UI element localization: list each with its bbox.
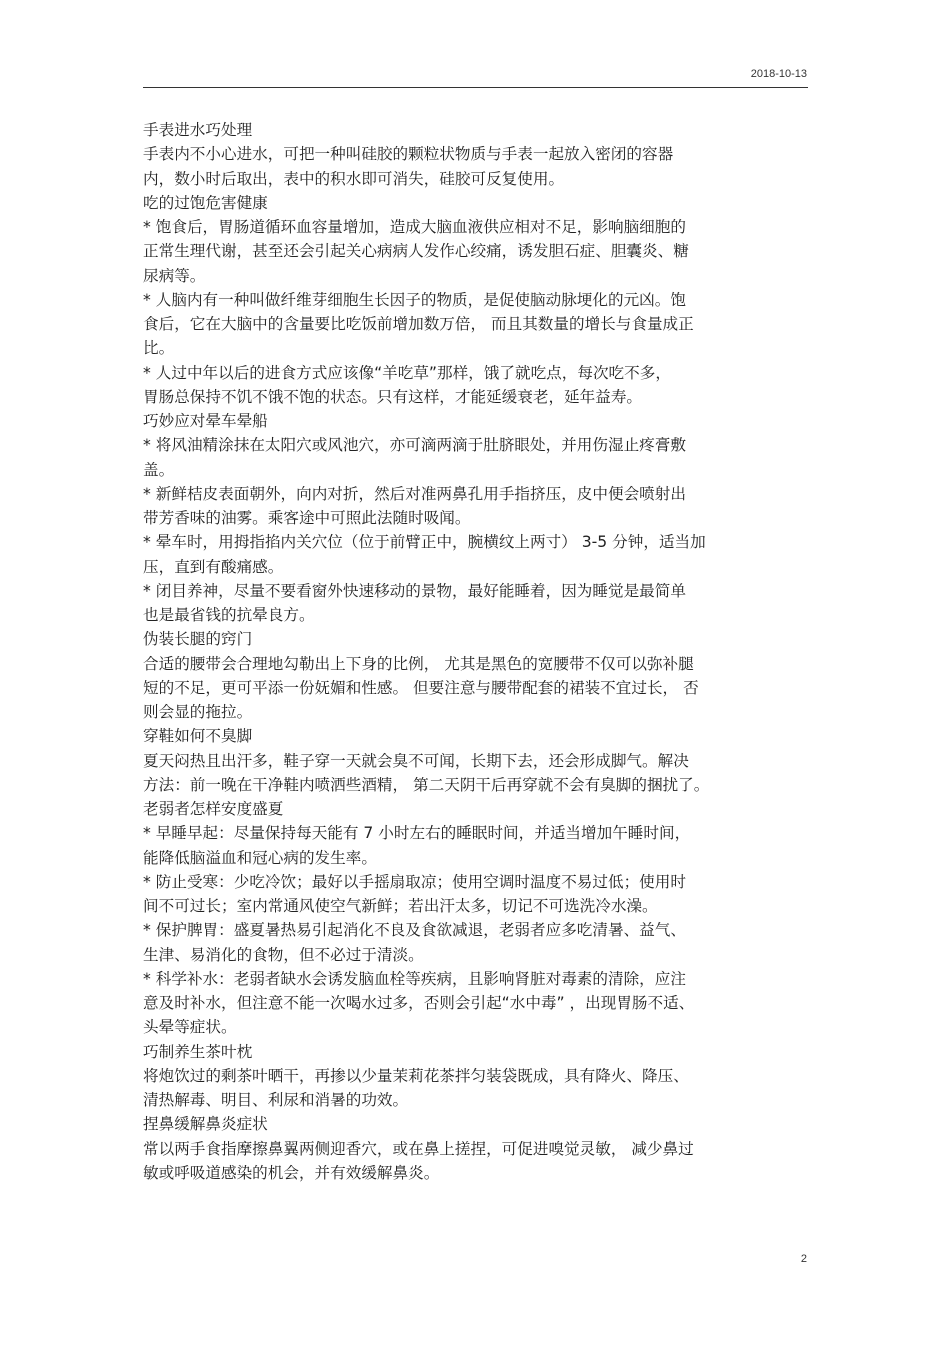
text-line: 能降低脑溢血和冠心病的发生率。: [143, 848, 377, 867]
text-line: 手表内不小心进水，可把一种叫硅胶的颗粒状物质与手表一起放入密闭的容器: [143, 145, 674, 164]
text-line: * 将风油精涂抹在太阳穴或风池穴，亦可滴两滴于肚脐眼处，并用伤湿止疼膏敷: [143, 436, 686, 455]
text-line: 则会显的拖拉。: [143, 703, 253, 721]
text-line: 穿鞋如何不臭脚: [143, 727, 253, 746]
text-line: * 防止受寒：少吃冷饮；最好以手摇扇取凉；使用空调时温度不易过低；使用时: [143, 872, 686, 891]
text-line: 压，直到有酸痛感。: [143, 557, 284, 576]
text-line: 尿病等。: [143, 266, 206, 285]
text-line: 方法：前一晚在干净鞋内喷洒些酒精， 第二天阴干后再穿就不会有臭脚的捆扰了。: [143, 775, 710, 794]
header-rule: [143, 87, 808, 88]
text-line: 带芳香味的油雾。乘客途中可照此法随时吸闻。: [143, 509, 471, 527]
text-line: 常以两手食指摩擦鼻翼两侧迎香穴，或在鼻上搓捏，可促进嗅觉灵敏， 减少鼻过: [143, 1139, 694, 1158]
text-line: 意及时补水，但注意不能一次喝水过多，否则会引起“水中毒” ，出现胃肠不适、: [143, 994, 695, 1012]
text-line: 伪装长腿的窍门: [143, 630, 253, 649]
text-line: * 保护脾胃：盛夏暑热易引起消化不良及食欲减退，老弱者应多吃清暑、益气、: [143, 921, 686, 940]
text-line: 短的不足，更可平添一份妩媚和性感。 但要注意与腰带配套的裙装不宜过长， 否: [143, 678, 699, 697]
text-line: 敏或呼吸道感染的机会，并有效缓解鼻炎。: [143, 1163, 440, 1182]
text-line: 合适的腰带会合理地勾勒出上下身的比例， 尤其是黑色的宽腰带不仅可以弥补腿: [143, 654, 694, 673]
text-line: 老弱者怎样安度盛夏: [143, 800, 284, 818]
text-line: 吃的过饱危害健康: [143, 193, 268, 212]
document-body: [143, 118, 808, 1185]
text-line: 食后，它在大脑中的含量要比吃饭前增加数万倍， 而且其数量的增长与食量成正: [143, 315, 694, 333]
text-line: 夏天闷热且出汗多，鞋子穿一天就会臭不可闻，长期下去，还会形成脚气。解决: [143, 751, 689, 770]
text-line: 清热解毒、明目、利尿和消暑的功效。: [143, 1091, 409, 1109]
text-line: * 晕车时，用拇指掐内关穴位（位于前臂正中，腕横纹上两寸） 3-5 分钟，适当加: [143, 533, 706, 552]
text-line: 巧妙应对晕车晕船: [143, 412, 268, 430]
text-line: 也是最省钱的抗晕良方。: [143, 606, 315, 624]
text-line: 间不可过长；室内常通风使空气新鲜；若出汗太多，切记不可选洗冷水澡。: [143, 897, 658, 915]
text-line: * 饱食后，胃肠道循环血容量增加，造成大脑血液供应相对不足，影响脑细胞的: [143, 218, 686, 236]
page-number: 2: [800, 1253, 807, 1265]
text-line: 头晕等症状。: [143, 1018, 237, 1037]
text-line: * 人过中年以后的进食方式应该像“羊吃草”那样，饿了就吃点，每次吃不多，: [143, 363, 671, 382]
text-line: 盖。: [143, 460, 175, 479]
text-line: 巧制养生茶叶枕: [143, 1042, 253, 1061]
text-line: * 早睡早起：尽量保持每天能有 7 小时左右的睡眠时间，并适当增加午睡时间，: [143, 824, 691, 843]
text-line: 胃肠总保持不饥不饿不饱的状态。只有这样，才能延缓衰老，延年益寿。: [143, 387, 643, 406]
text-line: 比。: [143, 339, 175, 358]
text-line: 手表进水巧处理: [143, 121, 253, 139]
text-line: * 新鲜桔皮表面朝外，向内对折，然后对准两鼻孔用手指挤压，皮中便会喷射出: [143, 484, 686, 503]
text-line: 将炮饮过的剩茶叶晒干，再掺以少量茉莉花茶拌匀装袋既成，具有降火、降压、: [143, 1066, 689, 1085]
text-line: * 人脑内有一种叫做纤维芽细胞生长因子的物质，是促使脑动脉埂化的元凶。饱: [143, 290, 686, 309]
text-line: 内，数小时后取出，表中的积水即可消失，硅胶可反复使用。: [143, 169, 565, 188]
header-date: 2018-10-13: [750, 68, 807, 80]
text-line: 正常生理代谢，甚至还会引起关心病病人发作心绞痛，诱发胆石症、胆囊炎、糖: [143, 242, 689, 261]
text-line: 生津、易消化的食物，但不必过于清淡。: [143, 945, 424, 964]
text-line: 捏鼻缓解鼻炎症状: [143, 1115, 268, 1134]
text-line: * 闭目养神，尽量不要看窗外快速移动的景物，最好能睡着，因为睡觉是最简单: [143, 581, 686, 600]
text-line: * 科学补水：老弱者缺水会诱发脑血栓等疾病，且影响肾脏对毒素的清除，应注: [143, 969, 686, 988]
